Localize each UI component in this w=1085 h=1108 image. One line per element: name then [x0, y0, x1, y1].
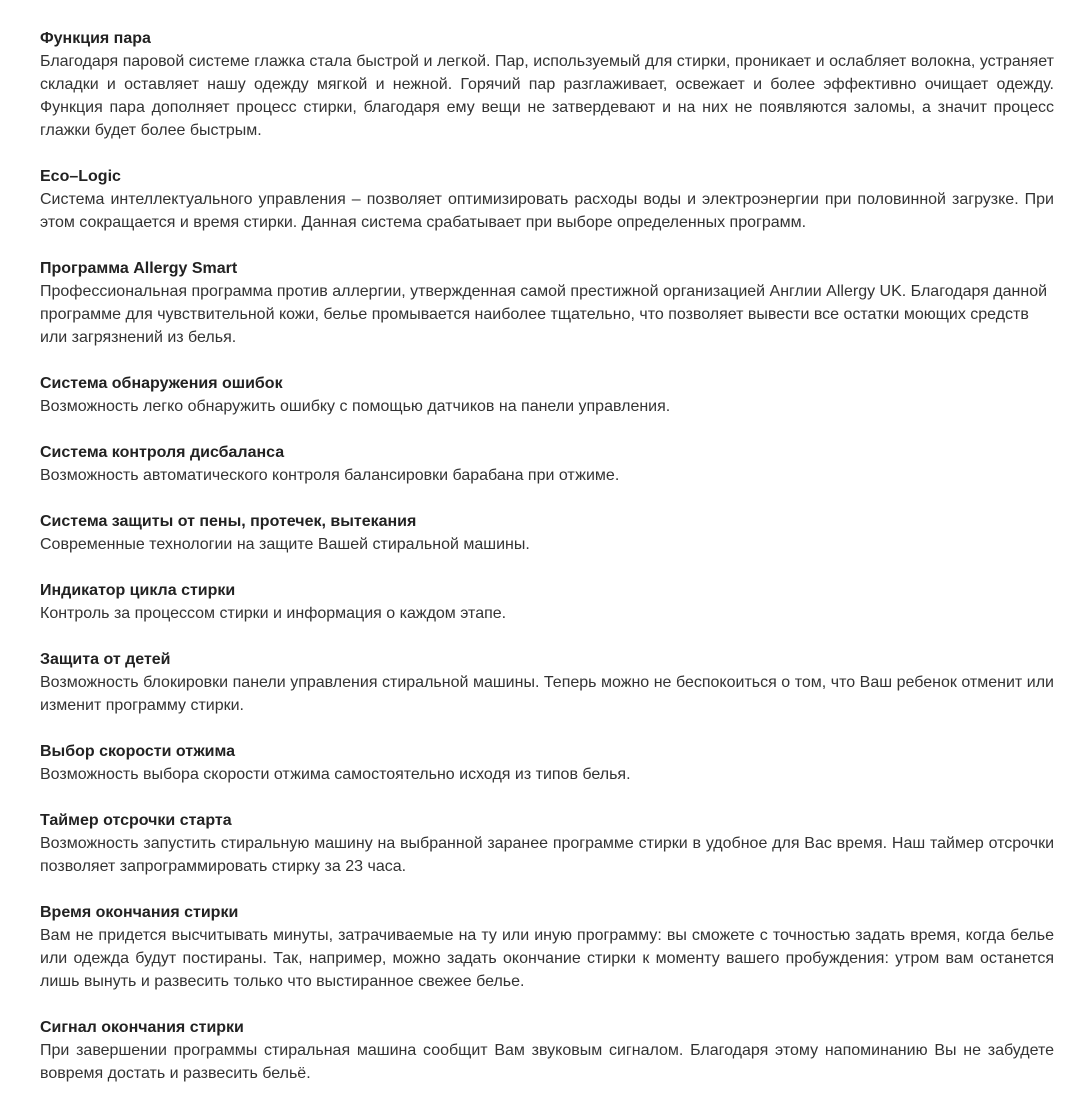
feature-description: Вам не придется высчитывать минуты, затрачиваемые на ту или иную программу: вы сможете с точностью задать время, когда белье или одежда будут постираны. Так, например, можно задать окончание стирки к моменту вашего пробуждения: утром вам останется лишь вынуть и развесить только что выстиранное свежее белье.: [40, 927, 1054, 990]
feature-allergy-smart: [40, 257, 1054, 349]
feature-title: Время окончания стирки: [40, 904, 239, 921]
feature-description: Возможность блокировки панели управления стиральной машины. Теперь можно не беспокоиться о том, что Ваш ребенок отменит или изменит программу стирки.: [40, 674, 1054, 714]
feature-imbalance-control: [40, 441, 1054, 487]
feature-cycle-indicator: [40, 579, 1054, 625]
feature-description: Возможность автоматического контроля балансировки барабана при отжиме.: [40, 467, 620, 484]
feature-title: Система обнаружения ошибок: [40, 375, 283, 392]
feature-title: Защита от детей: [40, 651, 171, 668]
feature-end-signal: [40, 1016, 1054, 1085]
feature-description: Профессиональная программа против аллергии, утвержденная самой престижной организацией Англии Allergy UK. Благодаря данной программе для чувствительной кожи, белье промывается наиболее тщательно, что позволяет вывести все остатки моющих средств или загрязнений из белья.: [40, 283, 1048, 346]
feature-eco-logic: [40, 165, 1054, 234]
feature-description: Возможность легко обнаружить ошибку с помощью датчиков на панели управления.: [40, 398, 671, 415]
feature-error-detection: [40, 372, 1054, 418]
feature-description: При завершении программы стиральная машина сообщит Вам звуковым сигналом. Благодаря этому напоминанию Вы не забудете вовремя достать и развесить бельё.: [40, 1042, 1054, 1082]
feature-title: Сигнал окончания стирки: [40, 1019, 244, 1036]
feature-title: Программа Allergy Smart: [40, 260, 238, 277]
feature-spin-speed: [40, 740, 1054, 786]
feature-description: Возможность выбора скорости отжима самостоятельно исходя из типов белья.: [40, 766, 631, 783]
feature-description: Благодаря паровой системе глажка стала быстрой и легкой. Пар, используемый для стирки, проникает и ослабляет волокна, устраняет складки и оставляет нашу одежду мягкой и нежной. Горячий пар разглаживает, освежает и более эффективно очищает одежду. Функция пара дополняет процесс стирки, благодаря ему вещи не затвердевают и на них не появляются заломы, а значит процесс глажки будет более быстрым.: [40, 53, 1054, 139]
feature-description: Контроль за процессом стирки и информация о каждом этапе.: [40, 605, 507, 622]
feature-title: Система контроля дисбаланса: [40, 444, 285, 461]
feature-end-time: [40, 901, 1054, 993]
feature-child-lock: [40, 648, 1054, 717]
feature-title: Выбор скорости отжима: [40, 743, 236, 760]
feature-steam: [40, 27, 1054, 142]
feature-leak-protection: [40, 510, 1054, 556]
feature-description: Современные технологии на защите Вашей стиральной машины.: [40, 536, 530, 553]
feature-description: Система интеллектуального управления – позволяет оптимизировать расходы воды и электроэнергии при половинной загрузке. При этом сокращается и время стирки. Данная система срабатывает при выборе определенных программ.: [40, 191, 1054, 231]
feature-title: Eco–Logic: [40, 168, 121, 185]
feature-title: Функция пара: [40, 30, 151, 47]
feature-title: Система защиты от пены, протечек, вытекания: [40, 513, 417, 530]
feature-delay-timer: [40, 809, 1054, 878]
feature-title: Индикатор цикла стирки: [40, 582, 236, 599]
feature-list: [40, 27, 1054, 1108]
feature-description: Возможность запустить стиральную машину на выбранной заранее программе стирки в удобное для Вас время. Наш таймер отсрочки позволяет запрограммировать стирку за 23 часа.: [40, 835, 1054, 875]
feature-title: Таймер отсрочки старта: [40, 812, 232, 829]
